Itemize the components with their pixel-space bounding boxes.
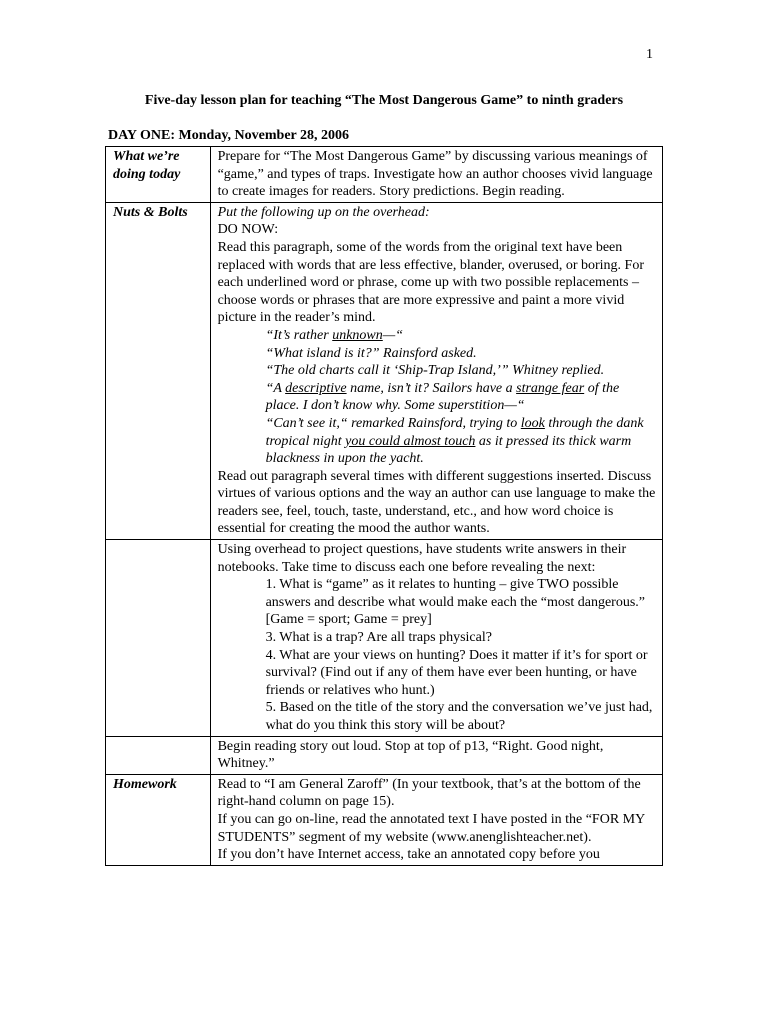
discussion-text: Read out paragraph several times with different suggestions inserted. Discuss virtues of various options and the way an author can use language to make the readers see, feel, touch, taste, understand, etc., and how word choice is essential for creating the mood the author wants. <box>217 468 656 537</box>
passage-line: “A descriptive name, isn’t it? Sailors have a strange fear of the place. I don’t know why. Some superstition—“ <box>265 380 620 414</box>
question-item: 5. Based on the title of the story and the conversation we’ve just had, what do you think this story will be about? <box>265 700 653 733</box>
passage-line: “It’s rather unknown—“ <box>265 327 404 343</box>
homework-paragraph: If you don’t have Internet access, take an annotated copy before you <box>217 847 600 863</box>
overhead-instruction: Put the following up on the overhead: <box>217 204 430 220</box>
question-answer: [Game = sport; Game = prey] <box>265 612 432 628</box>
homework-content <box>210 774 662 865</box>
document-title: Five-day lesson plan for teaching “The Most Dangerous Game” to ninth graders <box>144 93 624 108</box>
doing-today-text: Prepare for “The Most Dangerous Game” by discussing various meanings of “game,” and types of traps. Investigate how an author chooses vivid language to create images for readers. Story predictions. Begin reading. <box>210 147 662 203</box>
question-item: 4. What are your views on hunting? Does it matter if it’s for sport or survival? (Find out if any of them have ever been hunting, or have friends or relatives who hunt.) <box>265 647 648 698</box>
homework-paragraph: Read to “I am General Zaroff” (In your textbook, that’s at the bottom of the right-hand column on page 15). <box>217 776 641 810</box>
lesson-plan-table <box>105 146 663 866</box>
questions-content <box>210 540 662 737</box>
questions-intro: Using overhead to project questions, have students write answers in their notebooks. Take time to discuss each one before revealing the next: <box>217 542 627 575</box>
question-item: 3. What is a trap? Are all traps physical? <box>265 630 492 646</box>
passage-line: “The old charts call it ‘Ship-Trap Island,’” Whitney replied. <box>265 363 605 379</box>
table-row <box>106 540 663 737</box>
reading-text: Begin reading story out loud. Stop at top of p13, “Right. Good night, Whitney.” <box>210 736 662 774</box>
page-number: 1 <box>646 47 653 62</box>
do-now-label: DO NOW: <box>217 222 279 238</box>
question-item: 1. What is “game” as it relates to hunting – give TWO possible answers and describe what would make each the “most dangerous.” <box>265 577 645 610</box>
passage-line: “What island is it?” Rainsford asked. <box>265 345 477 361</box>
table-row <box>106 202 663 539</box>
row-label-nuts-bolts: Nuts & Bolts <box>106 202 211 539</box>
do-now-instructions: Read this paragraph, some of the words from the original text have been replaced with words that are less effective, blander, overused, or boring. For each underlined word or phrase, come up with two possible replacements – choose words or phrases that are more expressive and paint a more vivid picture in the reader’s mind. <box>217 239 644 326</box>
homework-paragraph: If you can go on-line, read the annotated text I have posted in the “FOR MY STUDENTS” segment of my website (www.anenglishteacher.net). <box>217 811 645 845</box>
empty-label-cell <box>106 736 211 774</box>
passage-line: “Can’t see it,“ remarked Rainsford, trying to look through the dank tropical night you could almost touch as it pressed its thick warm blackness in upon the yacht. <box>265 415 644 467</box>
row-label-homework: Homework <box>106 774 211 865</box>
table-row <box>106 736 663 774</box>
day-heading: DAY ONE: Monday, November 28, 2006 <box>108 128 349 143</box>
nuts-bolts-content <box>210 202 662 539</box>
table-row <box>106 147 663 203</box>
row-label-doing-today: What we’re doing today <box>106 147 211 203</box>
table-row <box>106 774 663 865</box>
empty-label-cell <box>106 540 211 737</box>
